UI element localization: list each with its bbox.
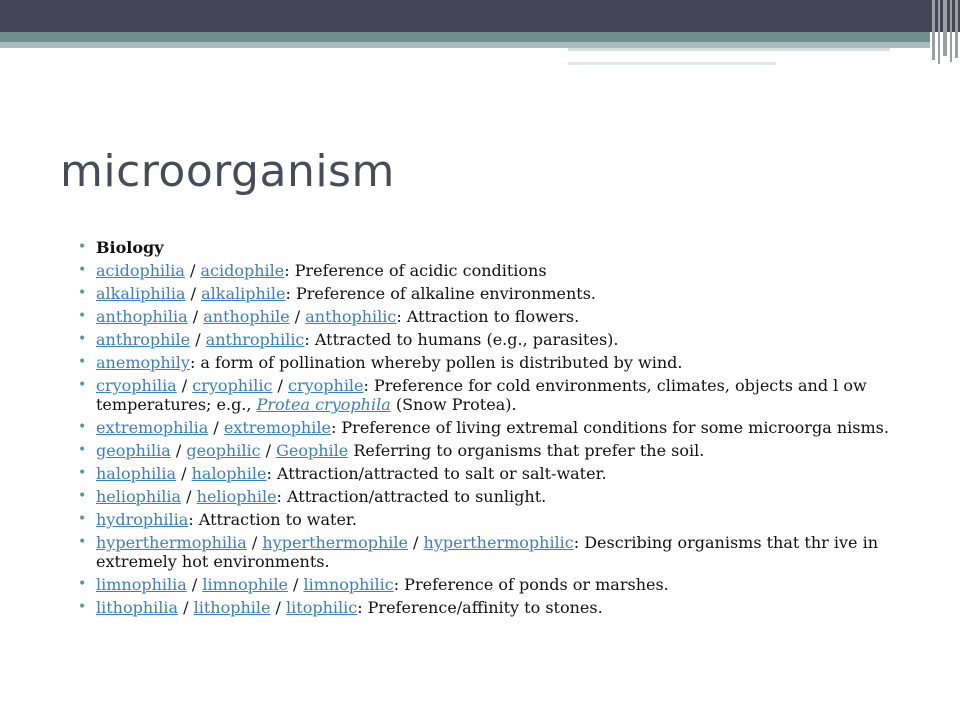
accent-band (0, 32, 930, 42)
definition-text: / (208, 418, 224, 437)
term-link[interactable]: anthophilic (305, 307, 397, 326)
bullet-icon: • (78, 354, 87, 370)
decorative-line (568, 48, 890, 51)
definition-text: / (246, 533, 263, 552)
list-item (72, 284, 912, 303)
definition-text: / (176, 376, 193, 395)
definition-text: : a form of pollination whereby pollen is distributed by wind. (189, 353, 683, 372)
definition-text: / (260, 441, 277, 460)
list-item (72, 598, 912, 617)
definition-text: : Preference/affinity to stones. (357, 598, 603, 617)
decorative-stripes (930, 0, 960, 64)
list-item (72, 533, 912, 571)
definition-text: / (289, 307, 306, 326)
bullet-icon: • (78, 419, 87, 435)
definition-text: : Attraction/attracted to salt or salt-water. (266, 464, 607, 483)
term-link[interactable]: anemophily (96, 353, 190, 372)
term-link[interactable]: anthophilia (96, 307, 188, 326)
definition-text: Referring to organisms that prefer the soil. (348, 441, 705, 460)
definition-text: : Attracted to humans (e.g., parasites). (304, 330, 619, 349)
list-item (72, 330, 912, 349)
list-heading (72, 238, 912, 257)
definition-text: : Preference of ponds or marshes. (393, 575, 669, 594)
term-link[interactable]: hyperthermophilic (423, 533, 574, 552)
term-list (72, 238, 912, 621)
term-link[interactable]: alkaliphilia (96, 284, 186, 303)
definition-text: : Describing organisms that thr ive in extremely hot environments. (96, 533, 879, 571)
list-item (72, 487, 912, 506)
bullet-icon: • (78, 534, 87, 550)
section-heading: Biology (96, 238, 164, 257)
list-item (72, 261, 912, 280)
term-link[interactable]: halophile (191, 464, 267, 483)
bullet-icon: • (78, 377, 87, 393)
bullet-icon: • (78, 285, 87, 301)
term-link[interactable]: heliophile (196, 487, 277, 506)
definition-text: / (184, 261, 201, 280)
definition-text: : Attraction/attracted to sunlight. (276, 487, 547, 506)
definition-text: : Preference of alkaline environments. (285, 284, 596, 303)
bullet-icon: • (78, 308, 87, 324)
term-link[interactable]: cryophile (287, 376, 364, 395)
definition-text: / (170, 441, 187, 460)
definition-text: : Attraction to flowers. (396, 307, 580, 326)
term-link[interactable]: Protea cryophila (256, 395, 391, 414)
term-link[interactable]: limnophile (202, 575, 288, 594)
list-item (72, 575, 912, 594)
decorative-line (568, 62, 776, 65)
term-link[interactable]: alkaliphile (201, 284, 286, 303)
bullet-icon: • (78, 262, 87, 278)
term-link[interactable]: cryophilic (192, 376, 273, 395)
list-item (72, 307, 912, 326)
definition-text: / (186, 575, 203, 594)
bullet-icon: • (78, 488, 87, 504)
bullet-icon: • (78, 511, 87, 527)
term-link[interactable]: hydrophilia (96, 510, 189, 529)
definition-text: : Preference of living extremal conditions for some microorga nisms. (330, 418, 889, 437)
list-item (72, 441, 912, 460)
definition-text: / (178, 598, 194, 617)
definition-text: : Attraction to water. (188, 510, 357, 529)
list-item (72, 418, 912, 437)
slide-title: microorganism (60, 146, 395, 197)
definition-text: / (407, 533, 424, 552)
definition-text: / (176, 464, 192, 483)
definition-text: : Preference of acidic conditions (284, 261, 547, 280)
term-link[interactable]: anthophile (203, 307, 290, 326)
term-link[interactable]: lithophile (193, 598, 271, 617)
definition-text: (Snow Protea). (390, 395, 517, 414)
definition-text: / (181, 487, 197, 506)
term-link[interactable]: geophilic (186, 441, 261, 460)
bullet-icon: • (78, 442, 87, 458)
term-link[interactable]: anthrophilic (205, 330, 305, 349)
definition-text: / (190, 330, 206, 349)
bullet-icon: • (78, 576, 87, 592)
term-link[interactable]: heliophilia (96, 487, 182, 506)
term-link[interactable]: acidophilia (96, 261, 185, 280)
bullet-icon: • (78, 465, 87, 481)
definition-text: / (270, 598, 287, 617)
term-link[interactable]: lithophilia (96, 598, 179, 617)
list-item (72, 464, 912, 483)
list-item (72, 353, 912, 372)
list-item (72, 376, 912, 414)
definition-text: / (272, 376, 288, 395)
definition-text: : Preference for cold environments, climates, objects and l ow temperatures; e.g., (96, 376, 867, 414)
bullet-icon: • (78, 599, 87, 615)
term-link[interactable]: cryophilia (96, 376, 177, 395)
list-item (72, 510, 912, 529)
term-link[interactable]: hyperthermophilia (96, 533, 247, 552)
term-link[interactable]: geophilia (96, 441, 171, 460)
term-link[interactable]: limnophilia (96, 575, 187, 594)
term-link[interactable]: litophilic (286, 598, 358, 617)
term-link[interactable]: anthrophile (96, 330, 191, 349)
header-bar (0, 0, 960, 32)
term-link[interactable]: extremophile (223, 418, 331, 437)
definition-text: / (185, 284, 202, 303)
definition-text: / (187, 307, 204, 326)
term-link[interactable]: extremophilia (96, 418, 209, 437)
definition-text: / (287, 575, 304, 594)
bullet-icon: • (78, 331, 87, 347)
term-link[interactable]: acidophile (200, 261, 285, 280)
term-link[interactable]: hyperthermophile (262, 533, 408, 552)
term-link[interactable]: limnophilic (303, 575, 394, 594)
term-link[interactable]: halophilia (96, 464, 177, 483)
bullet-icon: • (78, 239, 87, 255)
term-link[interactable]: Geophile (276, 441, 349, 460)
